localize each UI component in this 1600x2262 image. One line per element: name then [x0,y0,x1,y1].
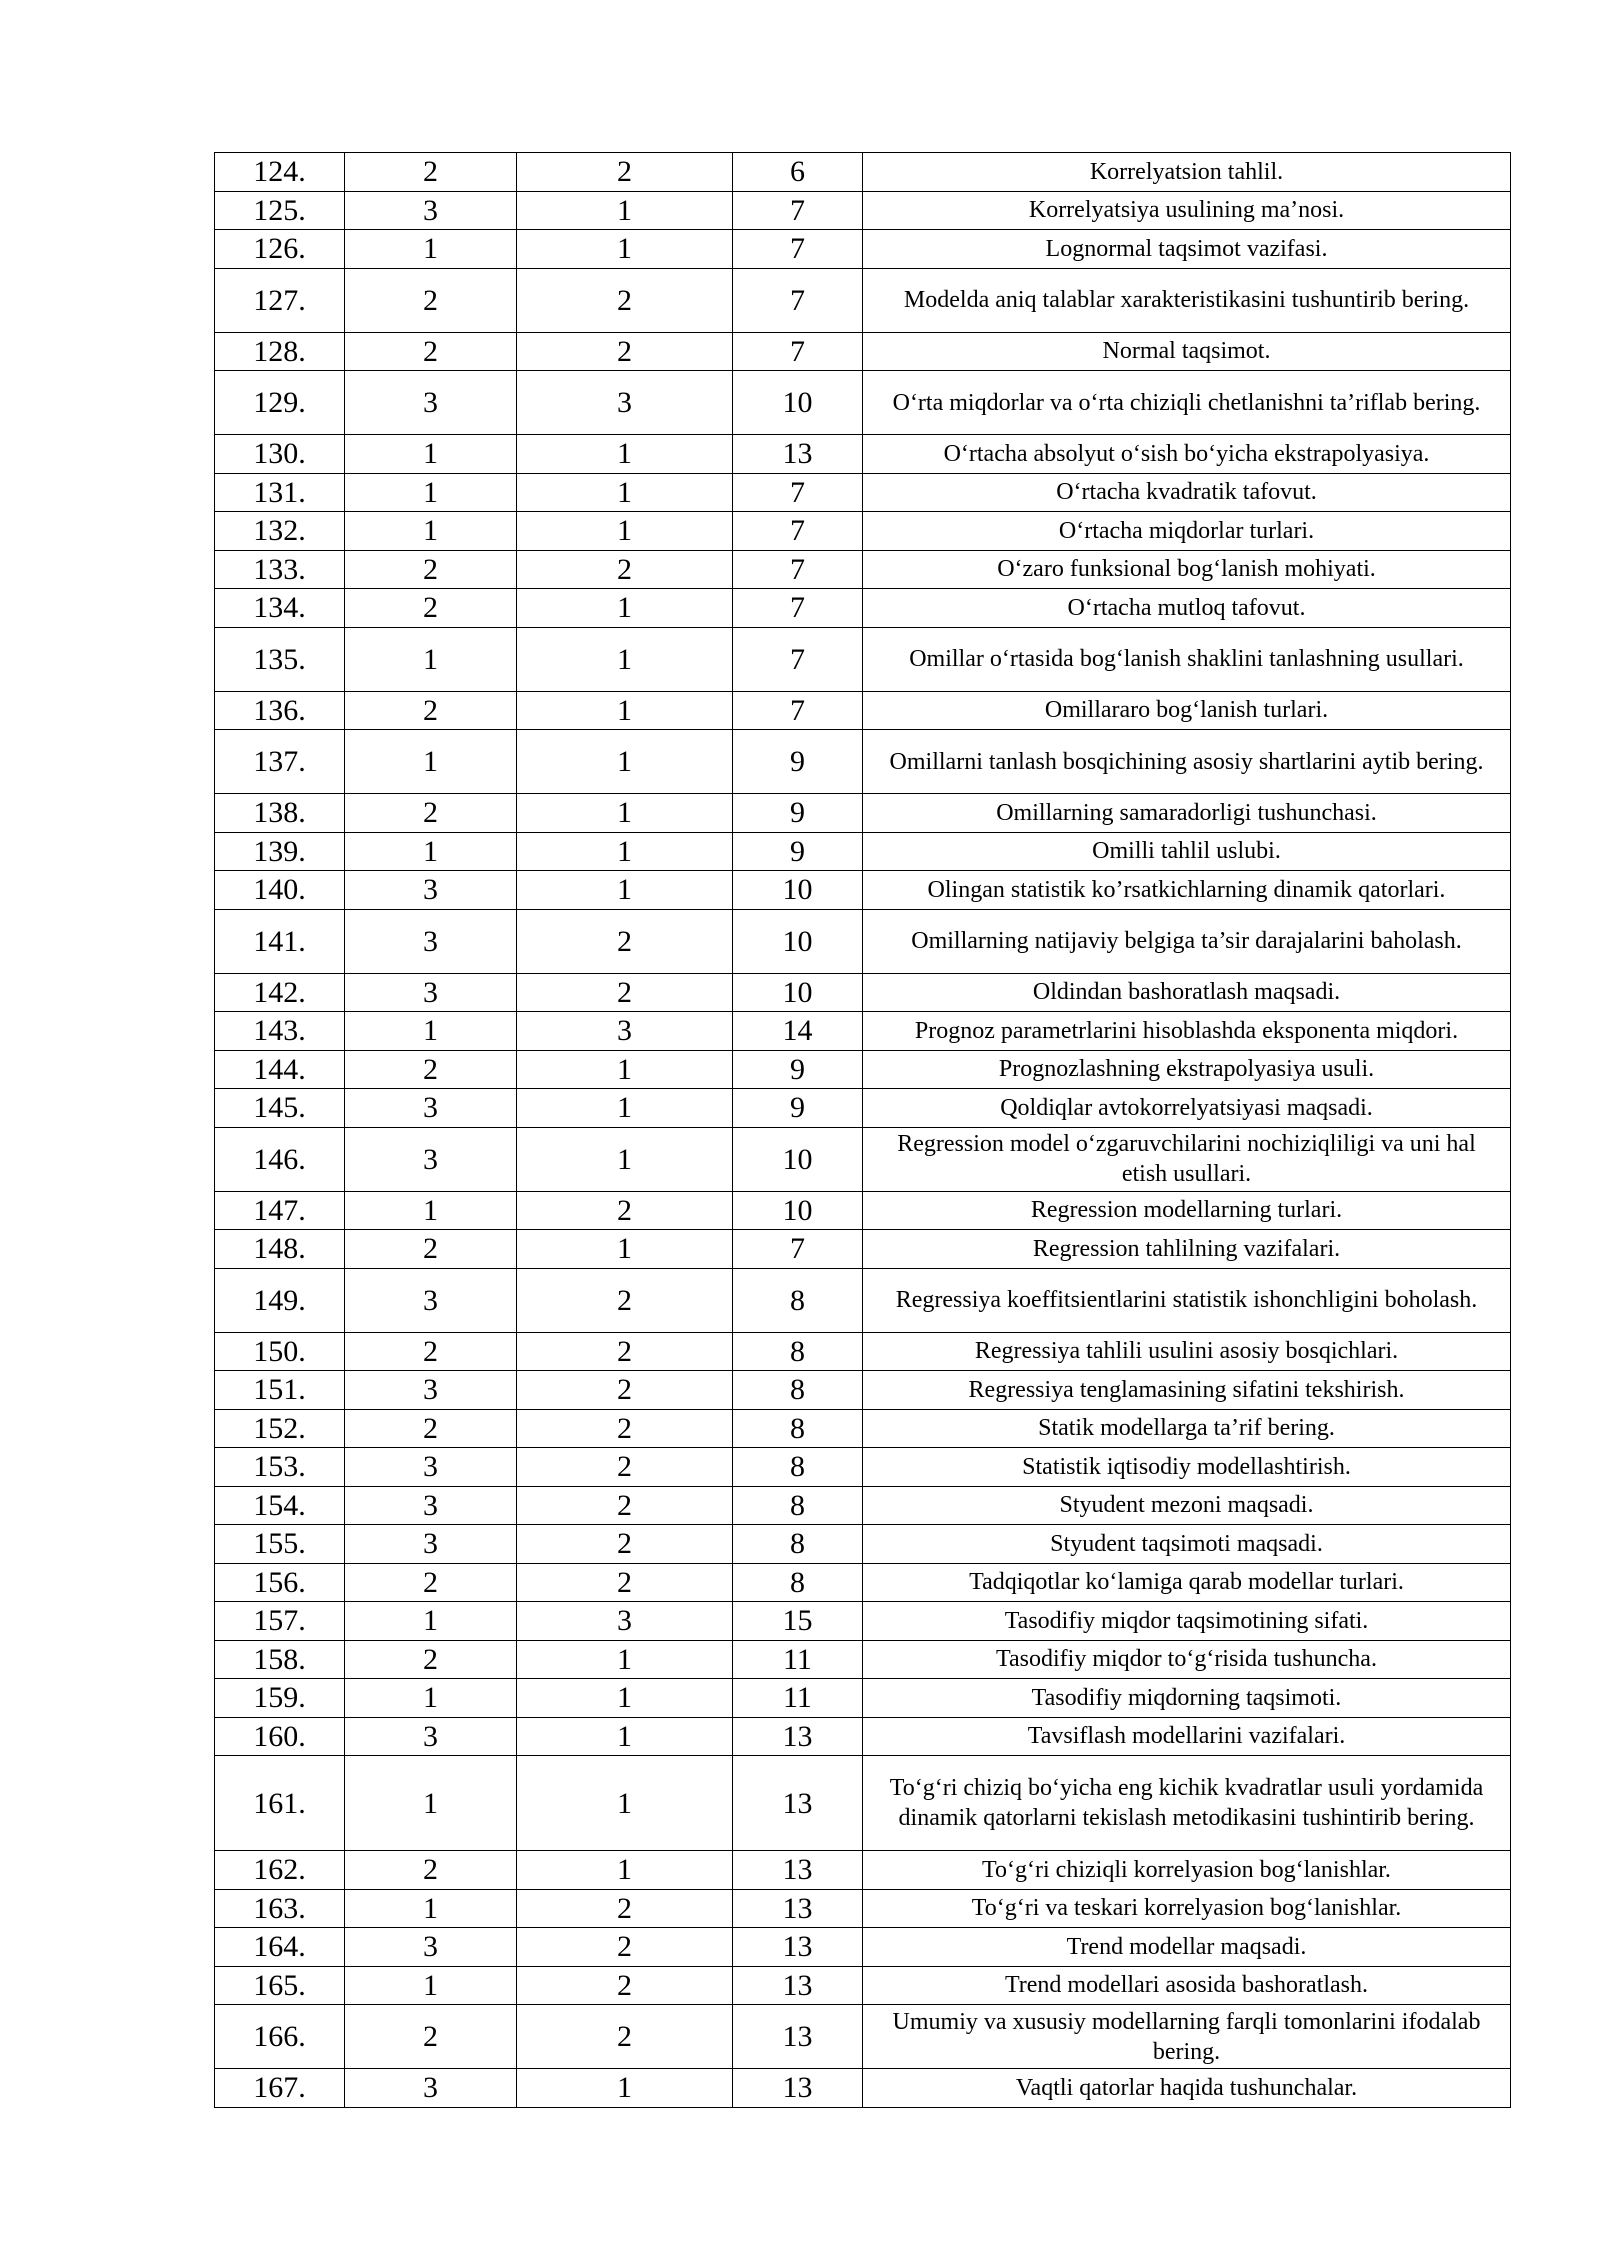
questions-table-body [215,153,1511,2108]
table-row [215,153,1511,192]
value-c-cell: 14 [733,1012,863,1051]
topic-cell: Regressiya koeffitsientlarini statistik ishonchligini boholash. [863,1268,1511,1332]
value-b-cell: 1 [517,473,733,512]
topic-cell: O‘rta miqdorlar va o‘rta chiziqli chetlanishni ta’riflab bering. [863,371,1511,435]
value-b-cell: 1 [517,1851,733,1890]
topic-cell: Omillarning natijaviy belgiga ta’sir darajalarini baholash. [863,909,1511,973]
value-b-cell: 1 [517,1756,733,1851]
value-c-cell: 10 [733,371,863,435]
table-row [215,1525,1511,1564]
value-b-cell: 1 [517,191,733,230]
value-a-cell: 3 [345,909,517,973]
table-row [215,1332,1511,1371]
value-b-cell: 2 [517,1332,733,1371]
row-number-cell: 144. [215,1050,345,1089]
row-number-cell: 125. [215,191,345,230]
value-a-cell: 1 [345,1191,517,1230]
topic-cell: O‘rtacha mutloq tafovut. [863,589,1511,628]
value-c-cell: 9 [733,832,863,871]
value-c-cell: 13 [733,1928,863,1967]
row-number-cell: 162. [215,1851,345,1890]
value-b-cell: 3 [517,1012,733,1051]
row-number-cell: 145. [215,1089,345,1128]
value-a-cell: 1 [345,1679,517,1718]
value-a-cell: 1 [345,1602,517,1641]
value-a-cell: 3 [345,973,517,1012]
table-row [215,691,1511,730]
value-c-cell: 8 [733,1448,863,1487]
topic-cell: Prognoz parametrlarini hisoblashda eksponenta miqdori. [863,1012,1511,1051]
row-number-cell: 167. [215,2069,345,2108]
table-row [215,1371,1511,1410]
value-c-cell: 8 [733,1563,863,1602]
row-number-cell: 156. [215,1563,345,1602]
topic-cell: O‘rtacha absolyut o‘sish bo‘yicha ekstrapolyasiya. [863,435,1511,474]
row-number-cell: 137. [215,730,345,794]
topic-cell: Styudent taqsimoti maqsadi. [863,1525,1511,1564]
row-number-cell: 127. [215,268,345,332]
value-c-cell: 13 [733,1851,863,1890]
row-number-cell: 152. [215,1409,345,1448]
topic-cell: Regressiya tahlili usulini asosiy bosqichlari. [863,1332,1511,1371]
value-a-cell: 1 [345,1889,517,1928]
value-c-cell: 13 [733,2005,863,2069]
value-c-cell: 9 [733,794,863,833]
value-c-cell: 6 [733,153,863,192]
value-b-cell: 1 [517,435,733,474]
table-row [215,1191,1511,1230]
row-number-cell: 124. [215,153,345,192]
value-a-cell: 3 [345,1448,517,1487]
value-a-cell: 3 [345,1717,517,1756]
value-b-cell: 2 [517,153,733,192]
value-b-cell: 1 [517,512,733,551]
topic-cell: Vaqtli qatorlar haqida tushunchalar. [863,2069,1511,2108]
value-c-cell: 8 [733,1371,863,1410]
value-c-cell: 10 [733,1127,863,1191]
topic-cell: Trend modellari asosida bashoratlash. [863,1966,1511,2005]
table-row [215,230,1511,269]
row-number-cell: 135. [215,627,345,691]
table-row [215,1089,1511,1128]
row-number-cell: 128. [215,332,345,371]
row-number-cell: 138. [215,794,345,833]
row-number-cell: 155. [215,1525,345,1564]
topic-cell: Olingan statistik ko’rsatkichlarning dinamik qatorlari. [863,871,1511,910]
table-row [215,1679,1511,1718]
value-a-cell: 1 [345,1966,517,2005]
table-row [215,909,1511,973]
row-number-cell: 153. [215,1448,345,1487]
table-row [215,1602,1511,1641]
value-c-cell: 10 [733,1191,863,1230]
value-c-cell: 13 [733,1966,863,2005]
value-a-cell: 2 [345,1050,517,1089]
value-b-cell: 2 [517,1928,733,1967]
value-c-cell: 11 [733,1679,863,1718]
value-a-cell: 2 [345,332,517,371]
value-b-cell: 1 [517,1679,733,1718]
value-c-cell: 7 [733,230,863,269]
row-number-cell: 160. [215,1717,345,1756]
topic-cell: Omillararo bog‘lanish turlari. [863,691,1511,730]
topic-cell: Styudent mezoni maqsadi. [863,1486,1511,1525]
topic-cell: Regression model o‘zgaruvchilarini nochiziqliligi va uni hal etish usullari. [863,1127,1511,1191]
topic-cell: Trend modellar maqsadi. [863,1928,1511,1967]
table-row [215,1717,1511,1756]
row-number-cell: 140. [215,871,345,910]
value-b-cell: 2 [517,909,733,973]
table-row [215,1268,1511,1332]
row-number-cell: 154. [215,1486,345,1525]
row-number-cell: 163. [215,1889,345,1928]
value-a-cell: 3 [345,2069,517,2108]
topic-cell: Omilli tahlil uslubi. [863,832,1511,871]
topic-cell: Tavsiflash modellarini vazifalari. [863,1717,1511,1756]
value-c-cell: 8 [733,1486,863,1525]
value-b-cell: 1 [517,589,733,628]
value-b-cell: 1 [517,832,733,871]
table-row [215,1928,1511,1967]
value-c-cell: 7 [733,473,863,512]
topic-cell: Regression tahlilning vazifalari. [863,1230,1511,1269]
value-a-cell: 2 [345,1851,517,1890]
table-row [215,589,1511,628]
value-a-cell: 2 [345,794,517,833]
value-b-cell: 2 [517,1191,733,1230]
value-c-cell: 8 [733,1332,863,1371]
value-b-cell: 2 [517,1448,733,1487]
table-row [215,371,1511,435]
value-a-cell: 2 [345,550,517,589]
value-c-cell: 13 [733,1889,863,1928]
table-row [215,473,1511,512]
value-c-cell: 15 [733,1602,863,1641]
row-number-cell: 159. [215,1679,345,1718]
row-number-cell: 158. [215,1640,345,1679]
value-c-cell: 11 [733,1640,863,1679]
table-row [215,1889,1511,1928]
value-b-cell: 3 [517,371,733,435]
topic-cell: Omillarning samaradorligi tushunchasi. [863,794,1511,833]
table-row [215,832,1511,871]
value-a-cell: 3 [345,191,517,230]
topic-cell: O‘rtacha miqdorlar turlari. [863,512,1511,551]
topic-cell: Tasodifiy miqdor to‘g‘risida tushuncha. [863,1640,1511,1679]
value-a-cell: 3 [345,1928,517,1967]
row-number-cell: 129. [215,371,345,435]
value-b-cell: 2 [517,550,733,589]
value-c-cell: 13 [733,1717,863,1756]
value-b-cell: 1 [517,2069,733,2108]
topic-cell: Korrelyatsion tahlil. [863,153,1511,192]
row-number-cell: 141. [215,909,345,973]
topic-cell: Omillar o‘rtasida bog‘lanish shaklini tanlashning usullari. [863,627,1511,691]
row-number-cell: 165. [215,1966,345,2005]
value-c-cell: 7 [733,550,863,589]
topic-cell: Korrelyatsiya usulining ma’nosi. [863,191,1511,230]
table-row [215,1966,1511,2005]
table-row [215,1127,1511,1191]
topic-cell: Umumiy va xususiy modellarning farqli tomonlarini ifodalab bering. [863,2005,1511,2069]
row-number-cell: 150. [215,1332,345,1371]
row-number-cell: 164. [215,1928,345,1967]
value-a-cell: 2 [345,1563,517,1602]
topic-cell: To‘g‘ri chiziq bo‘yicha eng kichik kvadratlar usuli yordamida dinamik qatorlarni tekislash metodikasini tushintirib bering. [863,1756,1511,1851]
table-row [215,1486,1511,1525]
topic-cell: Modelda aniq talablar xarakteristikasini tushuntirib bering. [863,268,1511,332]
table-row [215,1756,1511,1851]
value-a-cell: 3 [345,1486,517,1525]
topic-cell: Qoldiqlar avtokorrelyatsiyasi maqsadi. [863,1089,1511,1128]
table-row [215,1851,1511,1890]
value-b-cell: 1 [517,230,733,269]
value-a-cell: 1 [345,230,517,269]
value-a-cell: 3 [345,1089,517,1128]
table-row [215,191,1511,230]
value-b-cell: 1 [517,1230,733,1269]
value-c-cell: 7 [733,512,863,551]
value-c-cell: 7 [733,589,863,628]
topic-cell: O‘zaro funksional bog‘lanish mohiyati. [863,550,1511,589]
table-row [215,268,1511,332]
table-row [215,550,1511,589]
table-row [215,332,1511,371]
value-c-cell: 7 [733,691,863,730]
value-b-cell: 2 [517,1268,733,1332]
row-number-cell: 131. [215,473,345,512]
value-c-cell: 7 [733,1230,863,1269]
value-c-cell: 13 [733,1756,863,1851]
value-c-cell: 9 [733,1050,863,1089]
topic-cell: Omillarni tanlash bosqichining asosiy shartlarini aytib bering. [863,730,1511,794]
value-c-cell: 10 [733,973,863,1012]
value-b-cell: 3 [517,1602,733,1641]
value-b-cell: 2 [517,1889,733,1928]
value-a-cell: 3 [345,871,517,910]
row-number-cell: 130. [215,435,345,474]
table-row [215,1640,1511,1679]
value-c-cell: 9 [733,1089,863,1128]
table-row [215,973,1511,1012]
value-c-cell: 10 [733,871,863,910]
topic-cell: Tadqiqotlar ko‘lamiga qarab modellar turlari. [863,1563,1511,1602]
value-a-cell: 2 [345,1230,517,1269]
value-a-cell: 2 [345,2005,517,2069]
value-a-cell: 1 [345,1012,517,1051]
topic-cell: Tasodifiy miqdorning taqsimoti. [863,1679,1511,1718]
value-b-cell: 1 [517,871,733,910]
value-a-cell: 2 [345,1409,517,1448]
table-row [215,1563,1511,1602]
value-b-cell: 1 [517,1089,733,1128]
value-b-cell: 1 [517,1050,733,1089]
topic-cell: Regressiya tenglamasining sifatini tekshirish. [863,1371,1511,1410]
table-row [215,1012,1511,1051]
value-c-cell: 8 [733,1409,863,1448]
table-row [215,730,1511,794]
value-b-cell: 2 [517,1409,733,1448]
value-c-cell: 8 [733,1525,863,1564]
value-a-cell: 1 [345,512,517,551]
table-row [215,794,1511,833]
value-a-cell: 2 [345,1332,517,1371]
value-a-cell: 3 [345,1525,517,1564]
value-a-cell: 2 [345,268,517,332]
topic-cell: Tasodifiy miqdor taqsimotining sifati. [863,1602,1511,1641]
value-c-cell: 9 [733,730,863,794]
value-c-cell: 7 [733,627,863,691]
topic-cell: Normal taqsimot. [863,332,1511,371]
value-c-cell: 13 [733,2069,863,2108]
value-a-cell: 2 [345,589,517,628]
value-a-cell: 3 [345,371,517,435]
value-b-cell: 2 [517,1563,733,1602]
value-b-cell: 1 [517,1127,733,1191]
table-row [215,1409,1511,1448]
topic-cell: Regression modellarning turlari. [863,1191,1511,1230]
value-b-cell: 2 [517,1525,733,1564]
row-number-cell: 166. [215,2005,345,2069]
row-number-cell: 142. [215,973,345,1012]
topic-cell: To‘g‘ri va teskari korrelyasion bog‘lanishlar. [863,1889,1511,1928]
value-c-cell: 7 [733,332,863,371]
questions-table [214,152,1511,2108]
row-number-cell: 143. [215,1012,345,1051]
value-b-cell: 2 [517,1486,733,1525]
value-b-cell: 1 [517,1717,733,1756]
row-number-cell: 132. [215,512,345,551]
topic-cell: To‘g‘ri chiziqli korrelyasion bog‘lanishlar. [863,1851,1511,1890]
value-c-cell: 7 [733,191,863,230]
table-row [215,871,1511,910]
value-a-cell: 1 [345,435,517,474]
row-number-cell: 147. [215,1191,345,1230]
topic-cell: Prognozlashning ekstrapolyasiya usuli. [863,1050,1511,1089]
value-b-cell: 1 [517,1640,733,1679]
value-a-cell: 1 [345,832,517,871]
value-a-cell: 3 [345,1268,517,1332]
row-number-cell: 151. [215,1371,345,1410]
table-row [215,512,1511,551]
row-number-cell: 161. [215,1756,345,1851]
table-row [215,1050,1511,1089]
table-row [215,2069,1511,2108]
table-row [215,627,1511,691]
value-a-cell: 2 [345,691,517,730]
table-row [215,2005,1511,2069]
topic-cell: Lognormal taqsimot vazifasi. [863,230,1511,269]
value-c-cell: 13 [733,435,863,474]
value-b-cell: 2 [517,268,733,332]
value-b-cell: 2 [517,1371,733,1410]
row-number-cell: 157. [215,1602,345,1641]
value-b-cell: 1 [517,691,733,730]
topic-cell: Statistik iqtisodiy modellashtirish. [863,1448,1511,1487]
row-number-cell: 139. [215,832,345,871]
value-b-cell: 2 [517,2005,733,2069]
row-number-cell: 136. [215,691,345,730]
topic-cell: Oldindan bashoratlash maqsadi. [863,973,1511,1012]
topic-cell: Statik modellarga ta’rif bering. [863,1409,1511,1448]
value-a-cell: 1 [345,730,517,794]
row-number-cell: 149. [215,1268,345,1332]
value-a-cell: 3 [345,1371,517,1410]
row-number-cell: 133. [215,550,345,589]
value-b-cell: 2 [517,1966,733,2005]
table-row [215,1230,1511,1269]
row-number-cell: 134. [215,589,345,628]
value-a-cell: 2 [345,153,517,192]
value-b-cell: 1 [517,627,733,691]
topic-cell: O‘rtacha kvadratik tafovut. [863,473,1511,512]
row-number-cell: 146. [215,1127,345,1191]
value-a-cell: 1 [345,1756,517,1851]
row-number-cell: 148. [215,1230,345,1269]
value-a-cell: 1 [345,473,517,512]
value-b-cell: 1 [517,730,733,794]
value-c-cell: 7 [733,268,863,332]
value-c-cell: 8 [733,1268,863,1332]
value-a-cell: 2 [345,1640,517,1679]
value-c-cell: 10 [733,909,863,973]
value-b-cell: 1 [517,794,733,833]
table-row [215,435,1511,474]
table-row [215,1448,1511,1487]
value-a-cell: 1 [345,627,517,691]
row-number-cell: 126. [215,230,345,269]
value-b-cell: 2 [517,332,733,371]
value-b-cell: 2 [517,973,733,1012]
value-a-cell: 3 [345,1127,517,1191]
